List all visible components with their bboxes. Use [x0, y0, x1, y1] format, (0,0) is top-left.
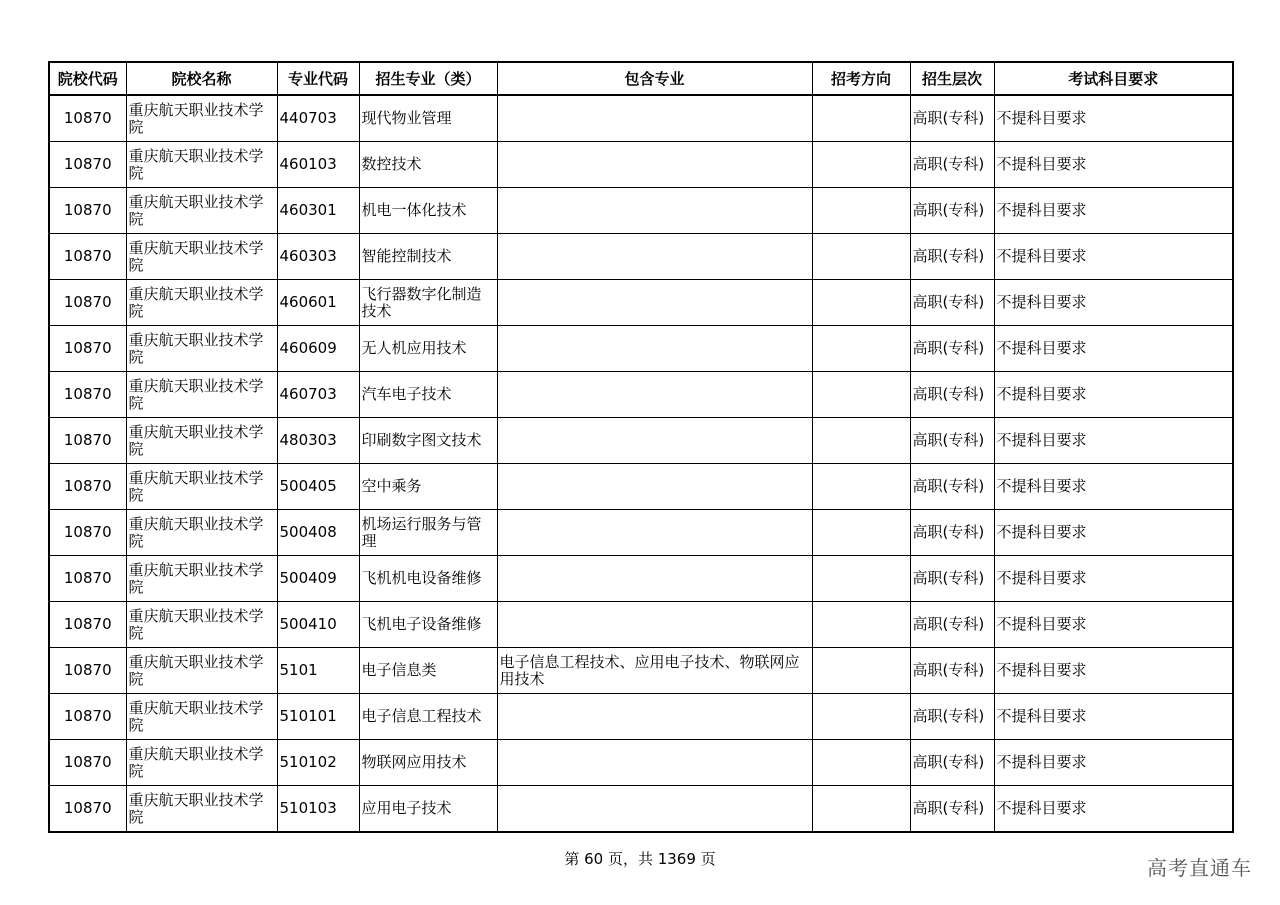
requirement-cell: 不提科目要求: [994, 786, 1233, 833]
direction-cell: [812, 510, 910, 556]
school-code-cell: 10870: [49, 372, 126, 418]
included-majors-cell: [497, 234, 812, 280]
school-code-cell: 10870: [49, 602, 126, 648]
school-code-cell: 10870: [49, 740, 126, 786]
school-code-cell: 10870: [49, 786, 126, 833]
school-name-cell: 重庆航天职业技术学院: [126, 234, 277, 280]
level-cell: 高职(专科): [910, 326, 994, 372]
major-code-cell: 510102: [277, 740, 359, 786]
table-row: [49, 142, 1233, 188]
school-name-cell: 重庆航天职业技术学院: [126, 648, 277, 694]
school-code-cell: 10870: [49, 694, 126, 740]
major-cell: 机场运行服务与管理: [359, 510, 497, 556]
watermark: 高考直通车: [1147, 856, 1252, 880]
school-code-cell: 10870: [49, 280, 126, 326]
major-cell: 智能控制技术: [359, 234, 497, 280]
level-cell: 高职(专科): [910, 280, 994, 326]
major-code-cell: 500408: [277, 510, 359, 556]
table-row: [49, 372, 1233, 418]
direction-cell: [812, 142, 910, 188]
school-name-cell: 重庆航天职业技术学院: [126, 418, 277, 464]
included-majors-cell: [497, 326, 812, 372]
school-name-cell: 重庆航天职业技术学院: [126, 510, 277, 556]
level-cell: 高职(专科): [910, 786, 994, 833]
level-cell: 高职(专科): [910, 372, 994, 418]
requirement-cell: 不提科目要求: [994, 740, 1233, 786]
school-code-cell: 10870: [49, 326, 126, 372]
level-cell: 高职(专科): [910, 740, 994, 786]
school-name-cell: 重庆航天职业技术学院: [126, 372, 277, 418]
major-cell: 飞机电子设备维修: [359, 602, 497, 648]
table-row: [49, 188, 1233, 234]
table-row: [49, 648, 1233, 694]
level-cell: 高职(专科): [910, 510, 994, 556]
requirement-cell: 不提科目要求: [994, 556, 1233, 602]
level-cell: 高职(专科): [910, 142, 994, 188]
direction-cell: [812, 372, 910, 418]
school-name-cell: 重庆航天职业技术学院: [126, 602, 277, 648]
school-name-cell: 重庆航天职业技术学院: [126, 464, 277, 510]
school-code-cell: 10870: [49, 464, 126, 510]
major-code-cell: 460609: [277, 326, 359, 372]
school-code-cell: 10870: [49, 234, 126, 280]
direction-cell: [812, 234, 910, 280]
level-cell: 高职(专科): [910, 95, 994, 142]
direction-cell: [812, 740, 910, 786]
level-cell: 高职(专科): [910, 188, 994, 234]
major-code-cell: 500409: [277, 556, 359, 602]
table-row: [49, 234, 1233, 280]
included-majors-cell: [497, 602, 812, 648]
major-code-cell: 500410: [277, 602, 359, 648]
school-name-cell: 重庆航天职业技术学院: [126, 694, 277, 740]
included-majors-cell: [497, 556, 812, 602]
requirement-cell: 不提科目要求: [994, 602, 1233, 648]
major-cell: 飞机机电设备维修: [359, 556, 497, 602]
table-body: [49, 95, 1233, 832]
included-majors-cell: [497, 188, 812, 234]
table-row: [49, 95, 1233, 142]
requirement-cell: 不提科目要求: [994, 142, 1233, 188]
level-cell: 高职(专科): [910, 464, 994, 510]
included-majors-cell: [497, 280, 812, 326]
major-code-cell: 440703: [277, 95, 359, 142]
requirement-cell: 不提科目要求: [994, 95, 1233, 142]
table-row: [49, 694, 1233, 740]
school-code-cell: 10870: [49, 648, 126, 694]
school-code-cell: 10870: [49, 510, 126, 556]
school-name-cell: 重庆航天职业技术学院: [126, 95, 277, 142]
direction-cell: [812, 326, 910, 372]
level-cell: 高职(专科): [910, 648, 994, 694]
header-school-code: 院校代码: [49, 62, 126, 95]
major-code-cell: 5101: [277, 648, 359, 694]
requirement-cell: 不提科目要求: [994, 188, 1233, 234]
direction-cell: [812, 556, 910, 602]
header-level: 招生层次: [910, 62, 994, 95]
direction-cell: [812, 280, 910, 326]
school-code-cell: 10870: [49, 142, 126, 188]
included-majors-cell: [497, 418, 812, 464]
included-majors-cell: [497, 142, 812, 188]
major-code-cell: 460303: [277, 234, 359, 280]
school-code-cell: 10870: [49, 188, 126, 234]
table-row: [49, 740, 1233, 786]
major-cell: 机电一体化技术: [359, 188, 497, 234]
major-cell: 电子信息类: [359, 648, 497, 694]
included-majors-cell: [497, 464, 812, 510]
major-code-cell: 510103: [277, 786, 359, 833]
school-name-cell: 重庆航天职业技术学院: [126, 326, 277, 372]
major-cell: 无人机应用技术: [359, 326, 497, 372]
school-code-cell: 10870: [49, 556, 126, 602]
table-row: [49, 602, 1233, 648]
table-row: [49, 418, 1233, 464]
direction-cell: [812, 648, 910, 694]
school-name-cell: 重庆航天职业技术学院: [126, 556, 277, 602]
direction-cell: [812, 602, 910, 648]
major-cell: 电子信息工程技术: [359, 694, 497, 740]
table-header-row: [49, 62, 1233, 95]
direction-cell: [812, 464, 910, 510]
header-requirement: 考试科目要求: [994, 62, 1233, 95]
school-name-cell: 重庆航天职业技术学院: [126, 142, 277, 188]
included-majors-cell: [497, 786, 812, 833]
requirement-cell: 不提科目要求: [994, 418, 1233, 464]
included-majors-cell: [497, 95, 812, 142]
included-majors-cell: [497, 694, 812, 740]
header-major-code: 专业代码: [277, 62, 359, 95]
major-cell: 汽车电子技术: [359, 372, 497, 418]
table-row: [49, 280, 1233, 326]
major-cell: 空中乘务: [359, 464, 497, 510]
table-row: [49, 464, 1233, 510]
included-majors-cell: [497, 740, 812, 786]
level-cell: 高职(专科): [910, 418, 994, 464]
included-majors-cell: [497, 372, 812, 418]
major-code-cell: 510101: [277, 694, 359, 740]
major-code-cell: 480303: [277, 418, 359, 464]
school-name-cell: 重庆航天职业技术学院: [126, 280, 277, 326]
major-cell: 物联网应用技术: [359, 740, 497, 786]
school-name-cell: 重庆航天职业技术学院: [126, 786, 277, 833]
major-code-cell: 460703: [277, 372, 359, 418]
school-code-cell: 10870: [49, 95, 126, 142]
major-cell: 现代物业管理: [359, 95, 497, 142]
school-code-cell: 10870: [49, 418, 126, 464]
header-school-name: 院校名称: [126, 62, 277, 95]
requirement-cell: 不提科目要求: [994, 510, 1233, 556]
level-cell: 高职(专科): [910, 556, 994, 602]
requirement-cell: 不提科目要求: [994, 694, 1233, 740]
table-row: [49, 510, 1233, 556]
included-majors-cell: 电子信息工程技术、应用电子技术、物联网应用技术: [497, 648, 812, 694]
direction-cell: [812, 786, 910, 833]
major-cell: 飞行器数字化制造技术: [359, 280, 497, 326]
requirement-cell: 不提科目要求: [994, 234, 1233, 280]
major-code-cell: 460103: [277, 142, 359, 188]
table-row: [49, 326, 1233, 372]
level-cell: 高职(专科): [910, 694, 994, 740]
major-code-cell: 500405: [277, 464, 359, 510]
school-name-cell: 重庆航天职业技术学院: [126, 188, 277, 234]
major-cell: 数控技术: [359, 142, 497, 188]
direction-cell: [812, 95, 910, 142]
header-included-majors: 包含专业: [497, 62, 812, 95]
requirement-cell: 不提科目要求: [994, 326, 1233, 372]
direction-cell: [812, 694, 910, 740]
major-code-cell: 460601: [277, 280, 359, 326]
included-majors-cell: [497, 510, 812, 556]
level-cell: 高职(专科): [910, 234, 994, 280]
major-cell: 印刷数字图文技术: [359, 418, 497, 464]
table-row: [49, 556, 1233, 602]
requirement-cell: 不提科目要求: [994, 648, 1233, 694]
requirement-cell: 不提科目要求: [994, 280, 1233, 326]
header-direction: 招考方向: [812, 62, 910, 95]
direction-cell: [812, 418, 910, 464]
requirement-cell: 不提科目要求: [994, 464, 1233, 510]
major-cell: 应用电子技术: [359, 786, 497, 833]
page-number: 第 60 页，共 1369 页: [564, 850, 716, 868]
direction-cell: [812, 188, 910, 234]
level-cell: 高职(专科): [910, 602, 994, 648]
table-row: [49, 786, 1233, 833]
major-code-cell: 460301: [277, 188, 359, 234]
header-major: 招生专业（类）: [359, 62, 497, 95]
admissions-table: [48, 61, 1234, 833]
school-name-cell: 重庆航天职业技术学院: [126, 740, 277, 786]
requirement-cell: 不提科目要求: [994, 372, 1233, 418]
